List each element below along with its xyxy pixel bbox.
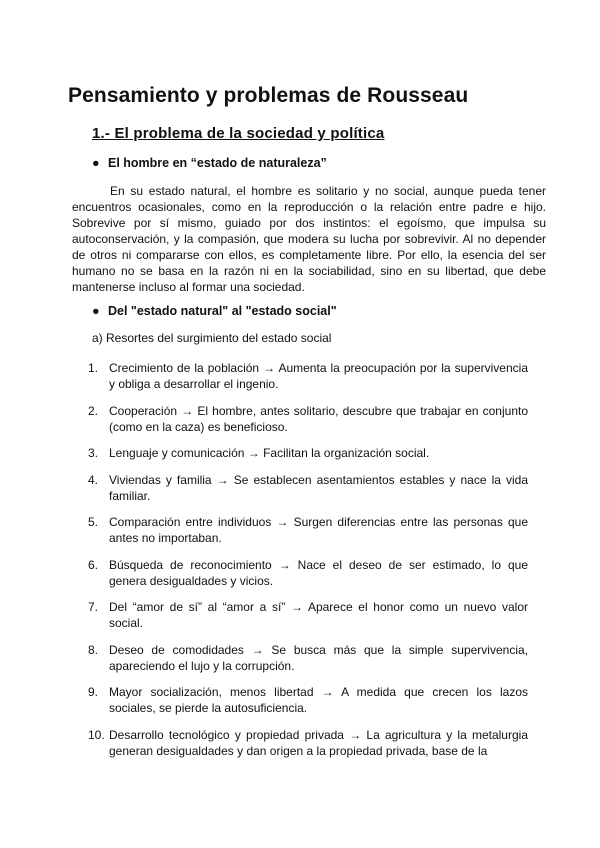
list-item-text: Cooperación → El hombre, antes solitario, descubre que trabajar en conjunto (como en la caza) es beneficioso. <box>109 403 528 434</box>
bullet-text: Del "estado natural" al "estado social" <box>108 304 337 318</box>
list-item <box>88 684 528 716</box>
list-item-text: Comparación entre individuos → Surgen diferencias entre las personas que antes no importaban. <box>109 515 528 545</box>
list-item <box>88 514 528 546</box>
list-item-number: 8. <box>88 642 99 657</box>
bullet-heading-social-state <box>92 304 337 318</box>
list-item-text: Mayor socialización, menos libertad → A medida que crecen los lazos sociales, se pierde la autosuficiencia. <box>109 685 528 715</box>
list-item-number: 10. <box>88 727 105 742</box>
list-item-text: Desarrollo tecnológico y propiedad privada → La agricultura y la metalurgia generan desigualdades y dan origen a la propiedad privada, base de la <box>109 727 528 758</box>
list-item-number: 9. <box>88 685 99 699</box>
list-item <box>88 403 528 435</box>
list-item-number: 7. <box>88 600 99 614</box>
list-item-number: 3. <box>88 446 99 460</box>
list-item-number: 6. <box>88 557 99 572</box>
page-title: Pensamiento y problemas de Rousseau <box>68 84 469 107</box>
bullet-text: El hombre en “estado de naturaleza” <box>108 156 327 170</box>
list-item-text: Crecimiento de la población → Aumenta la preocupación por la supervivencia y obliga a desarrollar el ingenio. <box>109 361 528 391</box>
list-item <box>88 360 528 392</box>
list-item-text: Viviendas y familia → Se establecen asentamientos estables y nace la vida familiar. <box>109 472 528 503</box>
list-item-number: 1. <box>88 361 99 375</box>
list-item <box>88 599 528 631</box>
list-item-text: Lenguaje y comunicación → Facilitan la organización social. <box>109 446 430 460</box>
list-item-text: Deseo de comodidades → Se busca más que la simple supervivencia, apareciendo el lujo y la corrupción. <box>109 642 528 673</box>
list-item-number: 4. <box>88 472 99 487</box>
list-item <box>88 727 528 759</box>
list-item <box>88 642 528 674</box>
list-item-text: Búsqueda de reconocimiento → Nace el deseo de ser estimado, lo que genera desigualdades y vicios. <box>109 557 528 588</box>
bullet-icon: ● <box>92 156 100 170</box>
subheading: a) Resortes del surgimiento del estado social <box>92 331 332 345</box>
list-item-number: 2. <box>88 403 99 418</box>
bullet-heading-natural-state <box>92 156 327 170</box>
list-item <box>88 472 528 504</box>
numbered-list <box>88 360 528 769</box>
list-item <box>88 557 528 589</box>
section-heading: 1.- El problema de la sociedad y política <box>92 125 385 142</box>
bullet-icon: ● <box>92 304 100 318</box>
list-item-text: Del “amor de sí” al “amor a sí” → Aparece el honor como un nuevo valor social. <box>109 600 528 630</box>
list-item <box>88 445 528 461</box>
list-item-number: 5. <box>88 515 99 529</box>
paragraph-natural-state: En su estado natural, el hombre es solitario y no social, aunque pueda tener encuentros ocasionales, como en la reproducción o la relación entre padre e hijo. Sobrevive por sí mismo, guiado por dos instintos: el egoísmo, que impulsa su autoconservación, y la compasión, que modera su lucha por sobrevivir. Al no depender de otros ni compararse con ellos, es completamente libre. Por ello, la esencia del ser humano no se basa en la razón ni en la sociabilidad, sino en su libertad, que debe mantenerse incluso al formar una sociedad. <box>72 184 546 294</box>
